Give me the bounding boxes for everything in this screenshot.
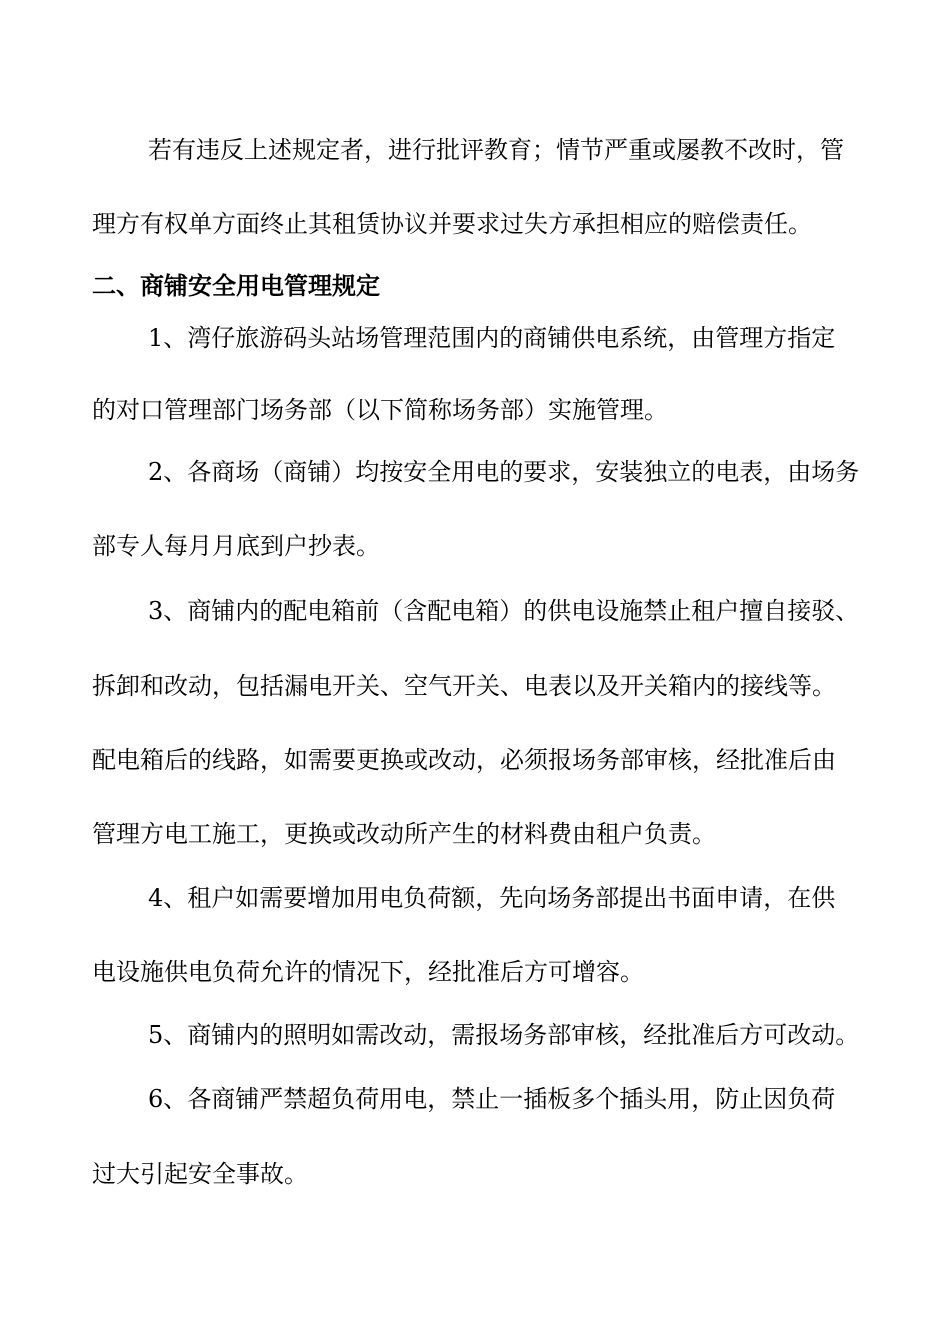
section-heading: 二、商铺安全用电管理规定 bbox=[92, 272, 380, 300]
item-2-line-2: 部专人每月月底到户抄表。 bbox=[92, 532, 380, 560]
item-3-line-4: 管理方电工施工，更换或改动所产生的材料费由租户负责。 bbox=[92, 820, 716, 848]
item-3-line-1: 3、商铺内的配电箱前（含配电箱）的供电设施禁止租户擅自接驳、 bbox=[148, 597, 860, 625]
intro-line-2: 理方有权单方面终止其租赁协议并要求过失方承担相应的赔偿责任。 bbox=[92, 210, 812, 238]
item-1-line-2: 的对口管理部门场务部（以下简称场务部）实施管理。 bbox=[92, 396, 668, 424]
item-3-line-2: 拆卸和改动，包括漏电开关、空气开关、电表以及开关箱内的接线等。 bbox=[92, 672, 836, 700]
item-2-line-1: 2、各商场（商铺）均按安全用电的要求，安装独立的电表，由场务 bbox=[148, 458, 860, 486]
intro-line-1: 若有违反上述规定者，进行批评教育；情节严重或屡教不改时，管 bbox=[148, 136, 844, 164]
item-1-line-1: 1、湾仔旅游码头站场管理范围内的商铺供电系统，由管理方指定 bbox=[148, 324, 836, 352]
item-4-line-1: 4、租户如需要增加用电负荷额，先向场务部提出书面申请，在供 bbox=[148, 884, 836, 912]
item-6-line-2: 过大引起安全事故。 bbox=[92, 1160, 308, 1188]
item-5-line-1: 5、商铺内的照明如需改动，需报场务部审核，经批准后方可改动。 bbox=[148, 1021, 860, 1049]
item-6-line-1: 6、各商铺严禁超负荷用电，禁止一插板多个插头用，防止因负荷 bbox=[148, 1085, 836, 1113]
item-4-line-2: 电设施供电负荷允许的情况下，经批准后方可增容。 bbox=[92, 958, 644, 986]
item-3-line-3: 配电箱后的线路，如需要更换或改动，必须报场务部审核，经批准后由 bbox=[92, 746, 836, 774]
